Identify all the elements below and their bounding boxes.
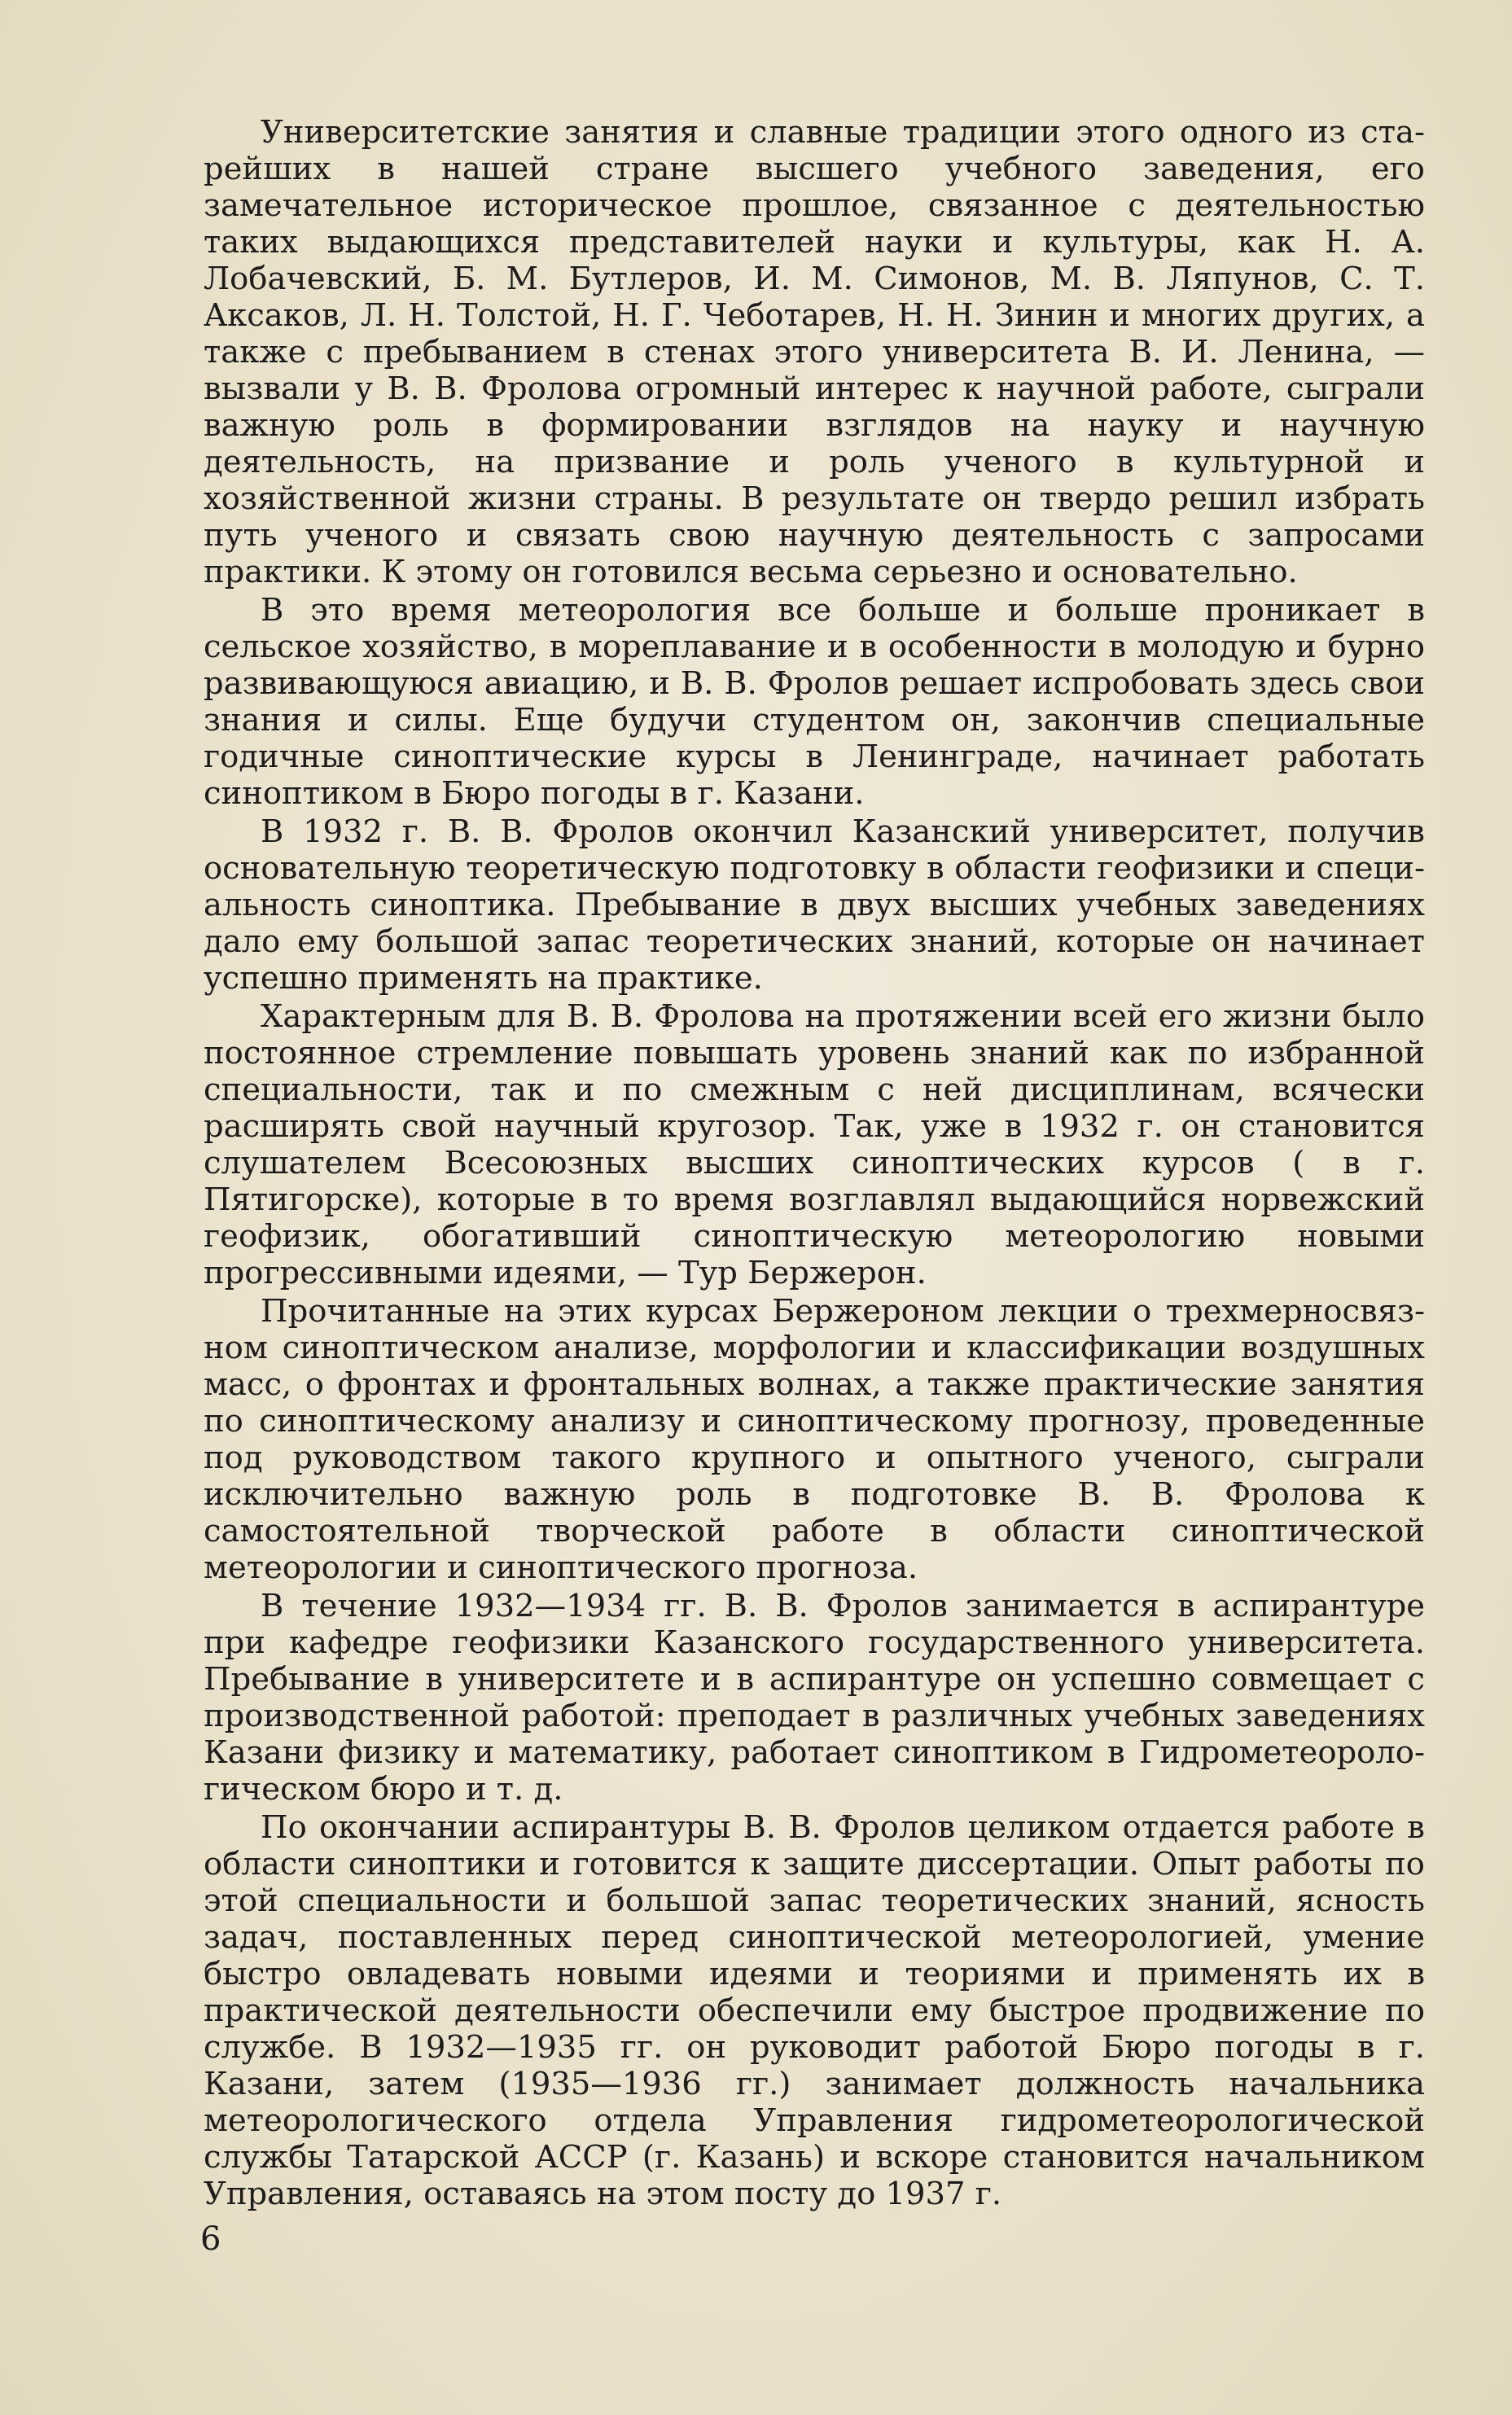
paragraph-5: Прочитанные на этих курсах Бержероном лекции о трехмерносвязном синоптическом анализе, морфологии и классификации воздушных масс, о фронтах и фронтальных волнах, а также практические занятия по синоптическому анализу и синоптическому прогнозу, проведенные под руководством такого крупного и опытного ученого, сыграли исключительно важную роль в подготовке В. В. Фролова к самостоятельной творческой работе в области синоптической метеорологии и синоптического прогноза. xyxy=(204,1293,1425,1586)
paragraph-7: По окончании аспирантуры В. В. Фролов целиком отдается работе в области синоптики и готовится к защите диссертации. Опыт работы по этой специальности и большой запас теоретических знаний, ясность задач, поставленных перед синоптической метеорологией, умение быстро овладевать новыми идеями и теориями и применять их в практической деятельности обеспечили ему быстрое продвижение по службе. В 1932—1935 гг. он руководит работой Бюро погоды в г. Казани, затем (1935—1936 гг.) занимает должность начальника метеорологического отдела Управления гидрометеорологической службы Татарской АССР (г. Казань) и вскоре становится начальником Управления, оставаясь на этом посту до 1937 г. xyxy=(204,1809,1425,2212)
body-text xyxy=(204,114,1425,2212)
paragraph-4: Характерным для В. В. Фролова на протяжении всей его жизни было постоянное стремление повышать уровень знаний как по избранной специальности, так и по смежным с ней дисциплинам, всячески расширять свой научный кругозор. Так, уже в 1932 г. он становится слушателем Всесоюзных высших синоптических курсов ( в г. Пятигорске), которые в то время возглавлял выдающийся норвежский геофизик, обогативший синоптическую метеорологию новыми прогрессивными идеями, — Тур Бержерон. xyxy=(204,998,1425,1291)
paragraph-3: В 1932 г. В. В. Фролов окончил Казанский университет, получив основательную теоретическую подготовку в области геофизики и специальность синоптика. Пребывание в двух высших учебных заведениях дало ему большой запас теоретических знаний, которые он начинает успешно применять на практике. xyxy=(204,813,1425,997)
paragraph-6: В течение 1932—1934 гг. В. В. Фролов занимается в аспирантуре при кафедре геофизики Казанского государственного университета. Пребывание в университете и в аспирантуре он успешно совмещает с производственной работой: преподает в различных учебных заведениях Казани физику и математику, работает синоптиком в Гидрометеорологическом бюро и т. д. xyxy=(204,1588,1425,1808)
paragraph-2: В это время метеорология все больше и больше проникает в сельское хозяйство, в мореплавание и в особенности в молодую и бурно развивающуюся авиацию, и В. В. Фролов решает испробовать здесь свои знания и силы. Еще будучи студентом он, закончив специальные годичные синоптические курсы в Ленинграде, начинает работать синоптиком в Бюро погоды в г. Казани. xyxy=(204,592,1425,812)
page-number: 6 xyxy=(200,2220,221,2258)
paragraph-1: Университетские занятия и славные традиции этого одного из старейших в нашей стране высшего учебного заведения, его замечательное историческое прошлое, связанное с деятельностью таких выдающихся представителей науки и культуры, как Н. А. Лобачевский, Б. М. Бутлеров, И. М. Симонов, М. В. Ляпунов, С. Т. Аксаков, Л. Н. Толстой, Н. Г. Чеботарев, Н. Н. Зинин и многих других, а также с пребыванием в стенах этого университета В. И. Ленина, — вызвали у В. В. Фролова огромный интерес к научной работе, сыграли важную роль в формировании взглядов на науку и научную деятельность, на призвание и роль ученого в культурной и хозяйственной жизни страны. В результате он твердо решил избрать путь ученого и связать свою научную деятельность с запросами практики. К этому он готовился весьма серьезно и основательно. xyxy=(204,114,1425,590)
